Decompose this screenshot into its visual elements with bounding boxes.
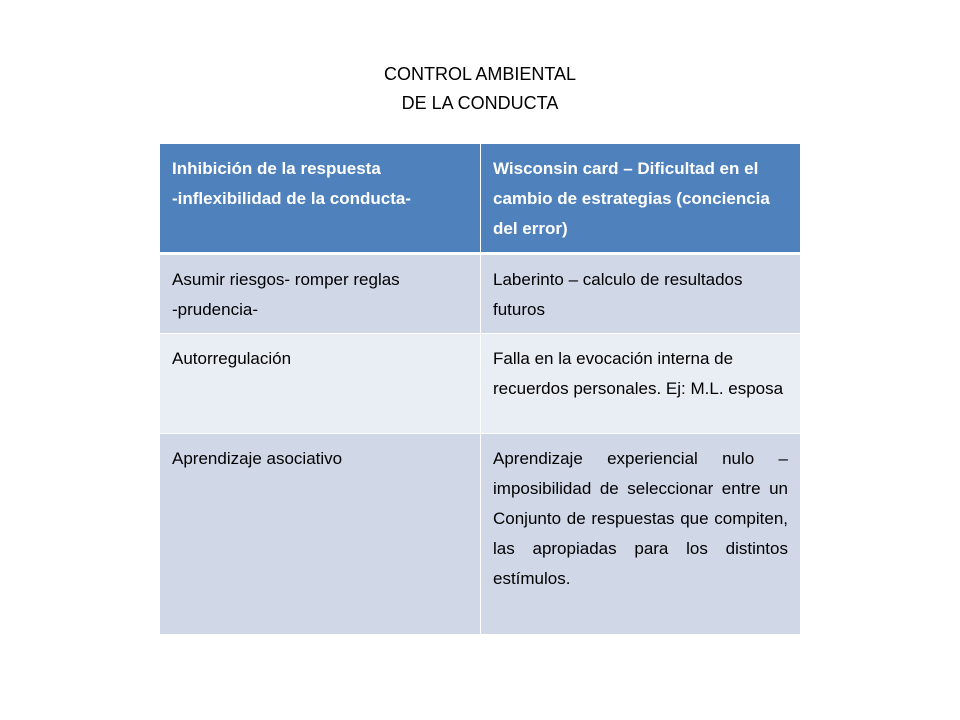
slide-title-line-1: CONTROL AMBIENTAL	[383, 64, 577, 84]
row-2-left-cell: Autorregulación	[160, 334, 481, 434]
header-cell-left	[160, 144, 481, 254]
header-left-line-2: -inflexibilidad de la conducta-	[172, 189, 411, 208]
slide-title-line-2: DE LA CONDUCTA	[401, 93, 559, 113]
content-table	[159, 143, 801, 635]
slide-title	[0, 60, 960, 118]
row-2-right-cell: Falla en la evocación interna de recuerdos personales. Ej: M.L. esposa	[481, 334, 801, 434]
row-1-left-cell	[160, 254, 481, 334]
table-row	[160, 334, 801, 434]
row-3-right-cell: Aprendizaje experiencial nulo – imposibilidad de seleccionar entre un Conjunto de respuestas que compiten, las apropiadas para los distintos estímulos.	[481, 434, 801, 635]
table-row	[160, 434, 801, 635]
table-row	[160, 254, 801, 334]
row-1-right-cell: Laberinto – calculo de resultados futuros	[481, 254, 801, 334]
header-cell-right: Wisconsin card – Dificultad en el cambio de estrategias (conciencia del error)	[481, 144, 801, 254]
row-1-left-line-1: Asumir riesgos- romper reglas	[172, 270, 400, 289]
header-left-line-1: Inhibición de la respuesta	[172, 159, 381, 178]
table-header-row	[160, 144, 801, 254]
row-1-left-line-2: -prudencia-	[172, 300, 258, 319]
row-3-left-cell: Aprendizaje asociativo	[160, 434, 481, 635]
